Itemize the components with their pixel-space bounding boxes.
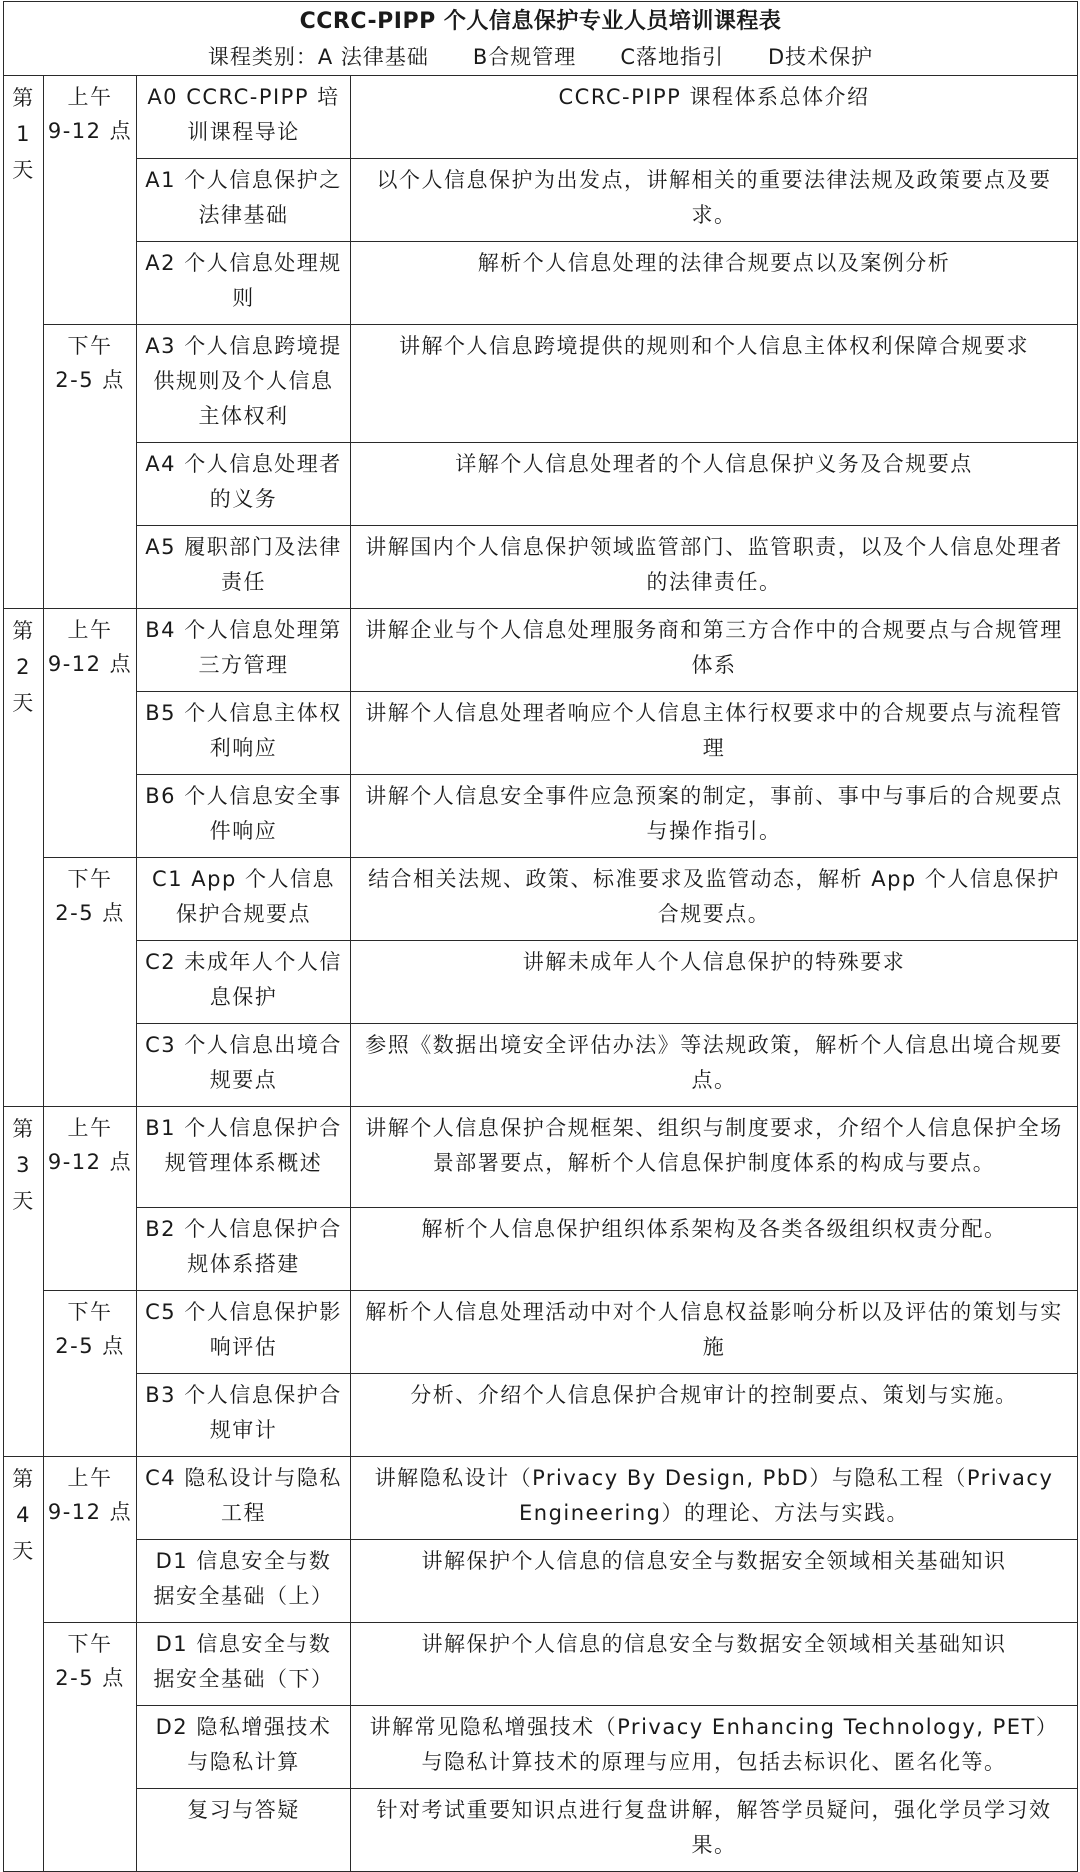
course-description: 讲解企业与个人信息处理服务商和第三方合作中的合规要点与合规管理体系 [351, 609, 1078, 692]
table-row [4, 1457, 1078, 1540]
course-description: 解析个人信息保护组织体系架构及各类各级组织权责分配。 [351, 1208, 1078, 1291]
time-slot-cell [44, 1623, 137, 1872]
course-description: 讲解未成年人个人信息保护的特殊要求 [351, 941, 1078, 1024]
category-a: 课程类别：A 法律基础 [207, 45, 429, 69]
table-row [4, 692, 1078, 775]
course-description: 参照《数据出境安全评估办法》等法规政策，解析个人信息出境合规要点。 [351, 1024, 1078, 1107]
course-name: A4 个人信息处理者的义务 [137, 443, 351, 526]
day-label-char: 第 [12, 619, 35, 643]
course-name: B5 个人信息主体权利响应 [137, 692, 351, 775]
time-slot-period: 下午 [67, 334, 113, 358]
course-description: 讲解保护个人信息的信息安全与数据安全领域相关基础知识 [351, 1623, 1078, 1706]
course-name: C5 个人信息保护影响评估 [137, 1291, 351, 1374]
time-slot-hours: 9-12 点 [47, 1150, 133, 1174]
table-title: CCRC-PIPP 个人信息保护专业人员培训课程表 [299, 9, 782, 34]
course-description: 以个人信息保护为出发点，讲解相关的重要法律法规及政策要点及要求。 [351, 159, 1078, 242]
table-row [4, 526, 1078, 609]
table-row [4, 1024, 1078, 1107]
category-c: C落地指引 [620, 45, 724, 69]
time-slot-cell [44, 609, 137, 858]
course-name: D2 隐私增强技术与隐私计算 [137, 1706, 351, 1789]
time-slot-cell [44, 1291, 137, 1457]
course-categories [4, 39, 1077, 75]
course-description: CCRC-PIPP 课程体系总体介绍 [351, 76, 1078, 159]
table-row [4, 858, 1078, 941]
table-row [4, 242, 1078, 325]
time-slot-period: 下午 [67, 1632, 113, 1656]
course-name: B4 个人信息处理第三方管理 [137, 609, 351, 692]
course-description: 讲解个人信息跨境提供的规则和个人信息主体权利保障合规要求 [351, 325, 1078, 443]
course-description: 讲解隐私设计（Privacy By Design, PbD）与隐私工程（Privacy Engineering）的理论、方法与实践。 [351, 1457, 1078, 1540]
course-description: 讲解个人信息安全事件应急预案的制定，事前、事中与事后的合规要点与操作指引。 [351, 775, 1078, 858]
table-row [4, 1789, 1078, 1872]
category-d: D技术保护 [767, 45, 874, 69]
day-cell [4, 76, 44, 609]
course-name: A0 CCRC-PIPP 培训课程导论 [137, 76, 351, 159]
time-slot-cell [44, 1457, 137, 1623]
table-row [4, 775, 1078, 858]
table-row [4, 1540, 1078, 1623]
time-slot-period: 上午 [67, 1466, 113, 1490]
table-row [4, 1374, 1078, 1457]
time-slot-hours: 2-5 点 [55, 1666, 125, 1690]
course-name: A3 个人信息跨境提供规则及个人信息主体权利 [137, 325, 351, 443]
time-slot-hours: 9-12 点 [47, 119, 133, 143]
day-label-char: 天 [12, 158, 35, 182]
course-name: B3 个人信息保护合规审计 [137, 1374, 351, 1457]
time-slot-hours: 2-5 点 [55, 901, 125, 925]
course-name: D1 信息安全与数据安全基础（下） [137, 1623, 351, 1706]
course-name: C1 App 个人信息保护合规要点 [137, 858, 351, 941]
day-label-char: 第 [12, 1467, 35, 1491]
table-row [4, 1706, 1078, 1789]
course-name: B2 个人信息保护合规体系搭建 [137, 1208, 351, 1291]
course-name: D1 信息安全与数据安全基础（上） [137, 1540, 351, 1623]
course-description: 解析个人信息处理活动中对个人信息权益影响分析以及评估的策划与实施 [351, 1291, 1078, 1374]
time-slot-hours: 9-12 点 [47, 652, 133, 676]
course-description: 分析、介绍个人信息保护合规审计的控制要点、策划与实施。 [351, 1374, 1078, 1457]
course-name: C3 个人信息出境合规要点 [137, 1024, 351, 1107]
category-b: B合规管理 [472, 45, 577, 69]
day-label-char: 2 [16, 655, 31, 679]
day-label-char: 第 [12, 86, 35, 110]
day-label-char: 3 [16, 1153, 31, 1177]
course-name: C4 隐私设计与隐私工程 [137, 1457, 351, 1540]
course-description: 讲解个人信息处理者响应个人信息主体行权要求中的合规要点与流程管理 [351, 692, 1078, 775]
day-label-char: 天 [12, 691, 35, 715]
course-name: B1 个人信息保护合规管理体系概述 [137, 1107, 351, 1208]
title-row [4, 2, 1078, 76]
time-slot-cell [44, 325, 137, 609]
time-slot-period: 上午 [67, 85, 113, 109]
table-row [4, 159, 1078, 242]
day-label-char: 天 [12, 1189, 35, 1213]
course-name: 复习与答疑 [137, 1789, 351, 1872]
table-row [4, 1107, 1078, 1208]
course-description: 结合相关法规、政策、标准要求及监管动态，解析 App 个人信息保护合规要点。 [351, 858, 1078, 941]
day-label-char: 1 [16, 122, 31, 146]
course-description: 讲解常见隐私增强技术（Privacy Enhancing Technology, PET）与隐私计算技术的原理与应用，包括去标识化、匿名化等。 [351, 1706, 1078, 1789]
course-description: 解析个人信息处理的法律合规要点以及案例分析 [351, 242, 1078, 325]
time-slot-hours: 2-5 点 [55, 368, 125, 392]
table-row [4, 941, 1078, 1024]
day-cell [4, 609, 44, 1107]
course-description: 详解个人信息处理者的个人信息保护义务及合规要点 [351, 443, 1078, 526]
table-row [4, 1623, 1078, 1706]
time-slot-period: 上午 [67, 1116, 113, 1140]
table-row [4, 1208, 1078, 1291]
day-cell [4, 1457, 44, 1872]
course-description: 讲解国内个人信息保护领域监管部门、监管职责，以及个人信息处理者的法律责任。 [351, 526, 1078, 609]
schedule-body [4, 76, 1078, 1872]
title-cell [4, 2, 1078, 76]
time-slot-hours: 2-5 点 [55, 1334, 125, 1358]
table-row [4, 443, 1078, 526]
table-row [4, 609, 1078, 692]
time-slot-period: 下午 [67, 1300, 113, 1324]
time-slot-cell [44, 76, 137, 325]
day-label-char: 天 [12, 1539, 35, 1563]
course-name: A5 履职部门及法律责任 [137, 526, 351, 609]
time-slot-period: 上午 [67, 618, 113, 642]
course-description: 针对考试重要知识点进行复盘讲解，解答学员疑问，强化学员学习效果。 [351, 1789, 1078, 1872]
course-name: A2 个人信息处理规则 [137, 242, 351, 325]
course-description: 讲解个人信息保护合规框架、组织与制度要求，介绍个人信息保护全场景部署要点，解析个人信息保护制度体系的构成与要点。 [351, 1107, 1078, 1208]
course-name: B6 个人信息安全事件响应 [137, 775, 351, 858]
time-slot-period: 下午 [67, 867, 113, 891]
day-label-char: 4 [16, 1503, 31, 1527]
table-row [4, 325, 1078, 443]
time-slot-hours: 9-12 点 [47, 1500, 133, 1524]
course-schedule-table [3, 1, 1078, 1872]
time-slot-cell [44, 1107, 137, 1291]
course-name: C2 未成年人个人信息保护 [137, 941, 351, 1024]
day-label-char: 第 [12, 1117, 35, 1141]
time-slot-cell [44, 858, 137, 1107]
day-cell [4, 1107, 44, 1457]
course-name: A1 个人信息保护之法律基础 [137, 159, 351, 242]
table-row [4, 1291, 1078, 1374]
course-description: 讲解保护个人信息的信息安全与数据安全领域相关基础知识 [351, 1540, 1078, 1623]
table-row [4, 76, 1078, 159]
